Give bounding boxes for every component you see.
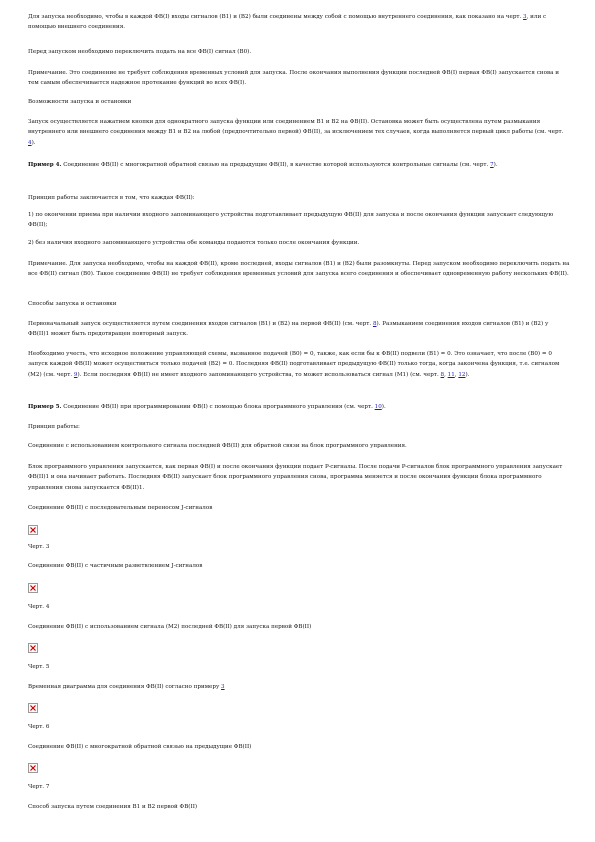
text: ). bbox=[31, 139, 36, 146]
example-link[interactable]: 3 bbox=[221, 684, 225, 690]
figure-link[interactable]: 9 bbox=[73, 371, 78, 378]
example-paragraph bbox=[28, 402, 570, 412]
figure-caption: Черт. 7 bbox=[28, 784, 50, 790]
paragraph bbox=[28, 117, 570, 148]
paragraph: Принцип работы заключается в том, что каждая ФВ(II): bbox=[28, 195, 195, 201]
text: Соединение ФВ(II) с многократной обратной связью на предыдущие ФВ(II), в качестве которой используются контрольные сигналы (см. черт. bbox=[61, 162, 491, 168]
section-heading: Способы запуска и остановки bbox=[28, 301, 117, 307]
figure-caption: Черт. 4 bbox=[28, 604, 50, 610]
figure-link[interactable]: 8 bbox=[440, 371, 445, 378]
paragraph bbox=[28, 349, 570, 380]
text: ). bbox=[381, 404, 386, 410]
figure-title: Соединение ФВ(II) с многократной обратной связью на предыдущие ФВ(II) bbox=[28, 744, 252, 750]
section-heading: Возможности запуска и остановки bbox=[28, 99, 132, 105]
list-item: 1) по окончении приема при наличии входного запоминающего устройства подготавливает предыдущую ФВ(II) для запуска и после окончания функции запускает следующую ФВ(II); bbox=[28, 212, 554, 229]
text: Необходимо учесть, что исходное положение управляющей схемы, вызванное подачей (B0) = 0, также, как если бы к ФВ(II) подвели (B1) = 0. Это означает, что после (B0) = 0 запуск каждой ФВ(II) может осуществиться только подачей (B2) = 0. Последняя ФВ(II) подготавливает предыдущую ФВ(II) только тогда, когда закончена функция, т.е. сигналом (M2) (см. черт. bbox=[28, 351, 560, 378]
figure-title bbox=[28, 682, 570, 692]
list-item: 2) без наличия входного запоминающего устройства обе команды подаются только после окончания функции. bbox=[28, 240, 360, 246]
paragraph bbox=[28, 12, 570, 33]
text: Для запуска необходимо, чтобы в каждой ФВ(I) входы сигналов (B1) и (B2) были соединены между собой с помощью внутреннего соединения, как показано на черт. bbox=[28, 14, 524, 20]
text: Соединение ФВ(II) при программировании ФВ(I) с помощью блока программного управления (см. черт. bbox=[61, 404, 375, 410]
figure-link[interactable]: 7 bbox=[490, 162, 494, 168]
figure-caption: Черт. 3 bbox=[28, 544, 50, 550]
text: Временная диаграмма для соединения ФВ(II) согласно примеру bbox=[28, 684, 222, 690]
text: , или с помощью внешнего соединения. bbox=[28, 14, 547, 31]
paragraph: Соединение с использованием контрольного сигнала последней ФВ(II) для обратной связи на блок программного управления. bbox=[28, 443, 407, 449]
broken-image-icon bbox=[28, 525, 38, 535]
text: Первоначальный запуск осуществляется путем соединения входов сигналов (B1) и (B2) на первой ФВ(II) (см. черт. bbox=[28, 321, 373, 327]
figure-link[interactable]: 11 bbox=[447, 371, 455, 378]
broken-image-icon bbox=[28, 763, 38, 773]
text: Запуск осуществляется нажатием кнопки для однократного запуска функции или соединением B1 и B2 на ФВ(II). Остановка может быть осуществлена путем размыкания внутреннего или внешнего соединения между B1 и B2 на любой (предпочтительно первой) ФВ(II), за исключением тех случаев, когда выполняется первый цикл работы (см. черт. bbox=[28, 119, 564, 136]
note-paragraph: Примечание. Это соединение не требует соблюдения временных условий для запуска. После окончания выполнения функции последней ФВ(I) первая ФВ(I) запускается снова и тем самым обеспечивается надежное протекание функций во всех ФВ(I). bbox=[28, 70, 559, 87]
example-label: Пример 5. bbox=[28, 404, 62, 410]
broken-image-icon bbox=[28, 583, 38, 593]
figure-link[interactable]: 12 bbox=[458, 371, 466, 378]
text: ). bbox=[465, 371, 470, 378]
text: , bbox=[454, 371, 459, 378]
example-paragraph bbox=[28, 160, 570, 170]
text: ). bbox=[493, 162, 498, 168]
broken-image-icon bbox=[28, 643, 38, 653]
figure-caption: Черт. 6 bbox=[28, 724, 50, 730]
text: ). Размыканием соединения входов сигналов (B1) и (B2) у ФВ(II)1 может быть предотвращен повторный запуск. bbox=[28, 321, 549, 338]
paragraph: Блок программного управления запускается, как первая ФВ(I) и после окончания функции подает P-сигналы. После подачи P-сигналов блок программного управления запускает ФВ(II)1 и она начинает работать. Последняя ФВ(II) запускает блок программного управления снова, программа меняется и после окончания функции блока программного управления снова запускается ФВ(II)1. bbox=[28, 464, 563, 491]
paragraph: Перед запуском необходимо переключить подать на все ФВ(I) сигнал (B0). bbox=[28, 49, 252, 55]
paragraph: Принцип работы: bbox=[28, 424, 80, 430]
figure-link[interactable]: 3 bbox=[523, 14, 527, 20]
figure-title: Соединение ФВ(II) с последовательным переносом J-сигналов bbox=[28, 505, 213, 511]
note-paragraph: Примечание. Для запуска необходимо, чтобы на каждой ФВ(II), кроме последней, входы сигналов (B1) и (B2) были разомкнуты. Перед запуском необходимо переключить подать на все ФВ(II) сигнал (B0). Такое соединение ФВ(II) не требует соблюдения временных условий для запуска всего соединения и обеспечивает одновременную работу нескольких ФВ(II). bbox=[28, 261, 570, 278]
broken-image-icon bbox=[28, 703, 38, 713]
figure-title: Способ запуска путем соединения B1 и B2 первой ФВ(II) bbox=[28, 804, 198, 810]
paragraph bbox=[28, 319, 570, 340]
figure-title: Соединение ФВ(II) с использованием сигнала (M2) последней ФВ(II) для запуска первой ФВ(II) bbox=[28, 624, 312, 630]
text: ). Если последняя ФВ(II) не имеет входного запоминающего устройства, то может использоваться сигнал (M1) (см. черт. bbox=[77, 371, 441, 378]
figure-title: Соединение ФВ(II) с частичным разветвлением J-сигналов bbox=[28, 563, 203, 569]
figure-link[interactable]: 8 bbox=[372, 321, 377, 327]
text: , bbox=[444, 371, 448, 378]
figure-caption: Черт. 5 bbox=[28, 664, 50, 670]
example-label: Пример 4. bbox=[28, 162, 62, 168]
figure-link[interactable]: 4 bbox=[28, 139, 32, 146]
figure-link[interactable]: 10 bbox=[374, 404, 382, 410]
